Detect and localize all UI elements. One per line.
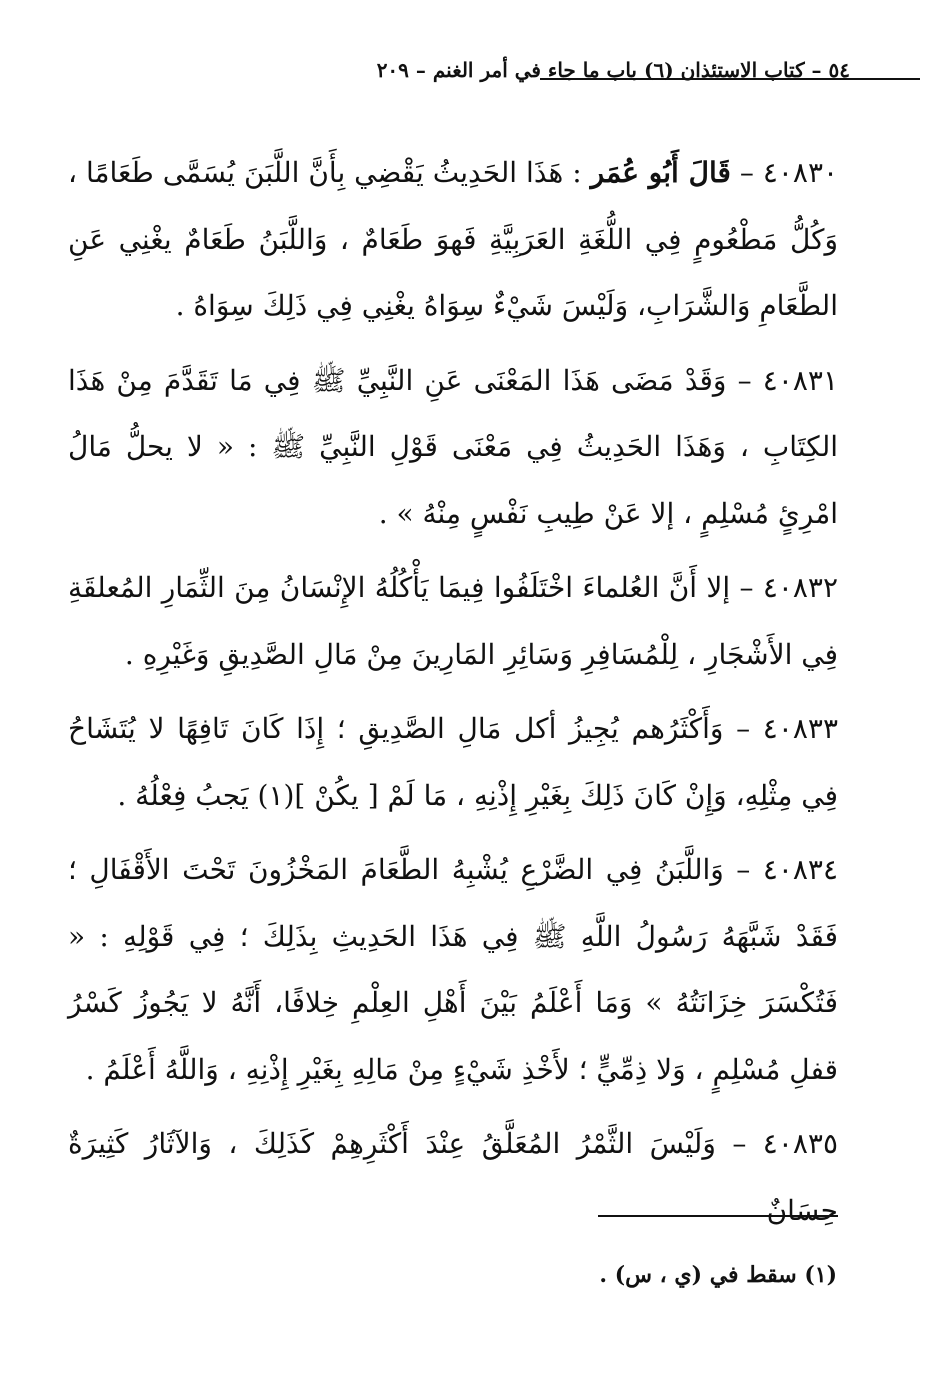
paragraph-number: ٤٠٨٣٠ – xyxy=(739,156,839,189)
paragraph-number: ٤٠٨٣١ – xyxy=(737,363,838,397)
paragraph-number: ٤٠٨٣٤ – xyxy=(736,853,839,886)
footnote-rule xyxy=(598,1215,838,1217)
paragraph-40832 xyxy=(68,555,838,688)
paragraph-number: ٤٠٨٣٢ – xyxy=(739,571,839,604)
running-head xyxy=(70,58,850,90)
paragraph-40831 xyxy=(68,348,838,548)
paragraph-number: ٤٠٨٣٥ – xyxy=(732,1127,838,1160)
paragraph-text: وَأَكْثَرُهم يُجِيزُ أكل مَالِ الصَّدِيقِ ؛ إِذَا كَانَ تَافِهًا لا يُتَشَاحُ فِي مِثْلِهِ، وَإِنْ كَانَ ذَلِكَ بِغَيْرِ إِذْنِهِ ، مَا لَمْ [ يكُنْ ](١) يَجبُ فِعْلُهُ . xyxy=(68,712,838,812)
paragraph-bold-lead: قَالَ أَبُو عُمَر xyxy=(590,156,731,189)
main-text xyxy=(68,140,838,1252)
paragraph-text: : هَذَا الحَدِيثُ يَقْضِي بِأَنَّ اللَّبَنَ يُسَمَّى طَعَامًا ، وَكُلُّ مَطْعُومٍ فِي اللُّغَةِ العَرَبِيَّةِ فَهوَ طَعَامٌ ، وَاللَّبَنُ طَعَامٌ يغْنِي عَنِ الطَّعَامِ وَالشَّرَابِ، وَلَيْسَ شَيْءٌ سِوَاهُ يغْنِي فِي ذَلِكَ سِوَاهُ . xyxy=(68,156,838,322)
paragraph-text: وَاللَّبَنُ فِي الضَّرْعِ يُشْبِهُ الطَّعَامَ المَخْزُونَ تَحْتَ الأَقْفَالِ ؛ فَقَدْ شَبَّهَهُ رَسُولُ اللَّهِ ﷺ فِي هَذَا الحَدِيثِ بِذَلِكَ ؛ فِي قَوْلِهِ : « فَتُكْسَرَ خِزَانَتُهُ » وَمَا أَعْلَمُ بَيْنَ أَهْلِ العِلْمِ خِلافًا، أَنَّهُ لا يَجُوزُ كَسْرُ قفلِ مُسْلِمٍ ، وَلا ذِمِّيٍّ ؛ لأَخْذِ شَيْءٍ مِنْ مَالِهِ بِغَيْرِ إِذْنِهِ ، وَاللَّهُ أَعْلَمُ . xyxy=(68,853,838,1086)
paragraph-40830 xyxy=(68,140,838,340)
running-head-title: ٥٤ – كتاب الاستئذان (٦) باب ما جاء في أمر الغنم – ٢٠٩ xyxy=(376,58,850,82)
paragraph-40835 xyxy=(68,1111,838,1244)
paragraph-text: وَقَدْ مَضَى هَذَا المَعْنَى عَنِ النَّبِيِّ ﷺ فِي مَا تَقَدَّمَ مِنْ هَذَا الكِتَابِ ، وَهَذَا الحَدِيثُ فِي مَعْنَى قَوْلِ النَّبِيِّ ﷺ : « لا يحلُّ مَالُ امْرِئٍ مُسْلِمٍ ، إلا عَنْ طِيبِ نَفْسٍ مِنْهُ » . xyxy=(68,363,838,530)
paragraph-40834 xyxy=(68,837,838,1103)
paragraph-text: وَلَيْسَ الثَّمْرُ المُعَلَّقُ عِنْدَ أَكْثَرِهِمْ كَذَلِكَ ، وَالآثَارُ كَثِيرَةٌ حِسَانٌ xyxy=(68,1127,838,1227)
paragraph-number: ٤٠٨٣٣ – xyxy=(736,712,838,745)
footnote: (١) سقط في (ي ، س) . xyxy=(599,1262,837,1288)
paragraph-text: إلا أَنَّ العُلماءَ اخْتَلَفُوا فِيمَا يَأْكُلُهُ الإِنْسَانُ مِنَ الثِّمَارِ المُعلقَةِ فِي الأَشْجَارِ ، لِلْمُسَافِرِ وَسَائِرِ المَارِينَ مِنْ مَالِ الصَّدِيقِ وَغَيْرِهِ . xyxy=(68,571,838,671)
paragraph-40833 xyxy=(68,696,838,829)
